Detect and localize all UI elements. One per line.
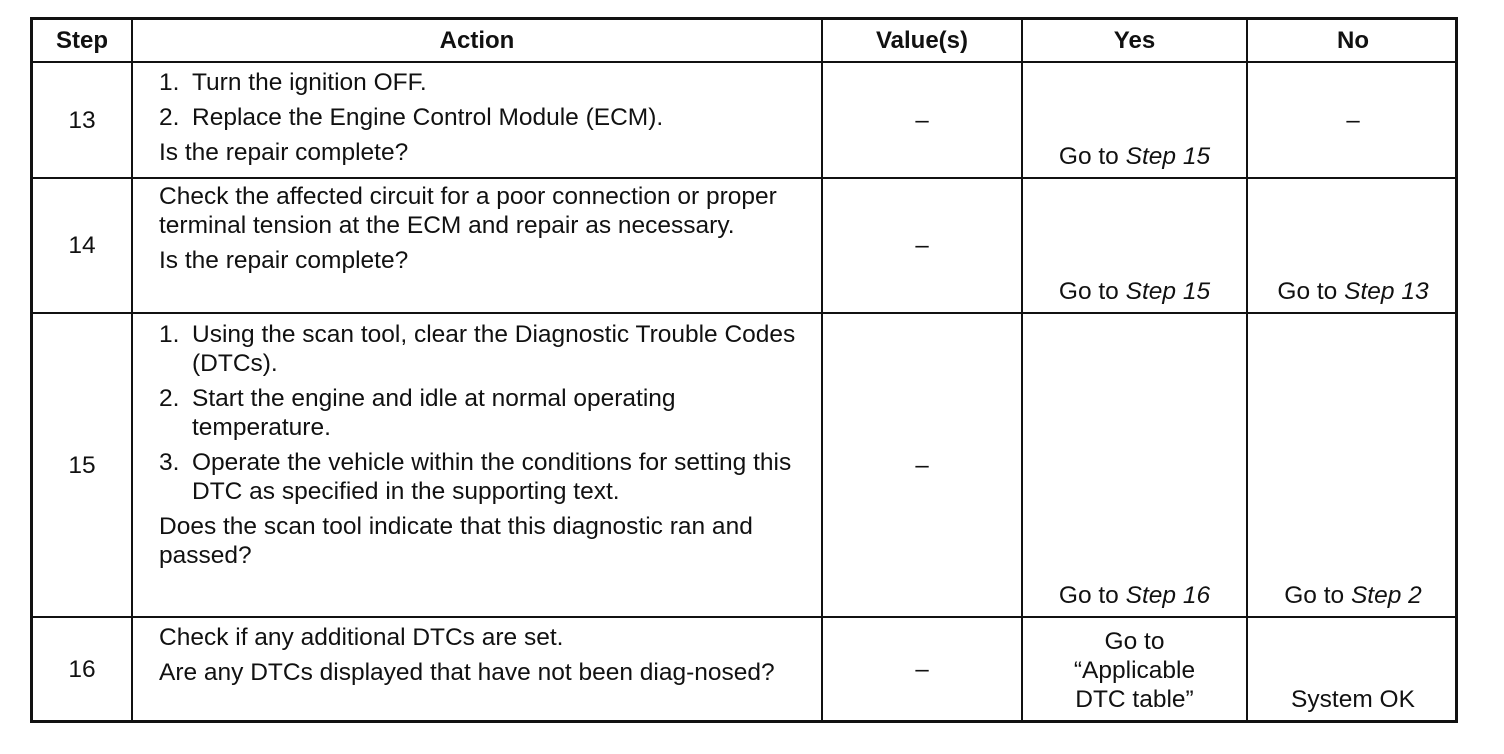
- diagnostic-table: [30, 17, 1458, 723]
- value-dash: –: [915, 655, 929, 683]
- table-row-step-16: [33, 618, 1455, 720]
- item-number: 3.: [159, 449, 180, 476]
- table-row-step-13: [33, 63, 1455, 179]
- action-question: Is the repair complete?: [159, 139, 409, 166]
- action-cell: [133, 63, 823, 177]
- yes-goto: [1059, 581, 1210, 610]
- step-reference: Step 15: [1125, 143, 1211, 170]
- yes-goto-applicable-dtc-table: Go to “Applicable DTC table”: [1073, 628, 1196, 713]
- goto-prefix: Go to: [1277, 278, 1345, 305]
- no-goto: [1277, 277, 1428, 306]
- value-dash: –: [915, 232, 929, 259]
- yes-goto: [1059, 142, 1210, 171]
- yes-cell: [1023, 314, 1248, 616]
- action-item: [159, 103, 807, 132]
- step-number: 16: [33, 618, 133, 720]
- yes-cell: [1023, 179, 1248, 312]
- action-paragraph: Check if any additional DTCs are set.: [159, 624, 564, 651]
- action-paragraph: Check the affected circuit for a poor connection or proper terminal tension at the ECM and repair as necessary.: [159, 183, 777, 239]
- action-question: Does the scan tool indicate that this diagnostic ran and passed?: [159, 513, 753, 569]
- no-dash: –: [1346, 106, 1360, 134]
- action-cell: [133, 314, 823, 616]
- header-step: Step: [33, 20, 133, 61]
- item-text: Using the scan tool, clear the Diagnostic Trouble Codes (DTCs).: [192, 321, 796, 377]
- table-header-row: [33, 20, 1455, 63]
- step-reference: Step 15: [1125, 278, 1211, 305]
- action-question: Is the repair complete?: [159, 247, 409, 274]
- value-cell: [823, 179, 1023, 312]
- step-number: 15: [33, 314, 133, 616]
- no-cell: [1248, 314, 1458, 616]
- action-cell: [133, 179, 823, 312]
- value-cell: [823, 618, 1023, 720]
- value-dash: –: [915, 451, 929, 479]
- action-item: [159, 384, 807, 442]
- action-item: [159, 448, 807, 506]
- item-text: Replace the Engine Control Module (ECM).: [192, 104, 664, 131]
- yes-cell: [1023, 63, 1248, 177]
- action-question: Are any DTCs displayed that have not been diag-nosed?: [159, 659, 775, 686]
- step-number: 13: [33, 63, 133, 177]
- no-cell: [1248, 618, 1458, 720]
- step-number: 14: [33, 179, 133, 312]
- step-reference: Step 16: [1125, 582, 1211, 609]
- yes-cell: [1023, 618, 1248, 720]
- table-row-step-15: [33, 314, 1455, 618]
- no-cell: [1248, 179, 1458, 312]
- step-reference: Step 13: [1344, 278, 1429, 305]
- value-dash: –: [915, 106, 929, 134]
- value-cell: [823, 314, 1023, 616]
- item-text: Turn the ignition OFF.: [192, 69, 427, 96]
- no-system-ok: System OK: [1291, 686, 1415, 713]
- no-goto: [1284, 581, 1422, 610]
- action-cell: [133, 618, 823, 720]
- goto-prefix: Go to: [1058, 582, 1126, 609]
- value-cell: [823, 63, 1023, 177]
- goto-prefix: Go to: [1058, 143, 1126, 170]
- item-text: Operate the vehicle within the conditions for setting this DTC as specified in the supporting text.: [192, 449, 792, 505]
- no-cell: [1248, 63, 1458, 177]
- item-text: Start the engine and idle at normal operating temperature.: [192, 385, 676, 441]
- table-row-step-14: [33, 179, 1455, 314]
- header-yes: Yes: [1023, 20, 1248, 61]
- header-no: No: [1337, 27, 1369, 54]
- step-reference: Step 2: [1350, 582, 1422, 609]
- goto-prefix: Go to: [1284, 582, 1351, 609]
- item-number: 2.: [159, 104, 180, 131]
- goto-prefix: Go to: [1058, 278, 1126, 305]
- item-number: 1.: [159, 69, 180, 96]
- item-number: 2.: [159, 385, 180, 412]
- action-item: [159, 320, 807, 378]
- action-item: [159, 68, 807, 97]
- yes-goto: [1059, 277, 1210, 306]
- header-action: Action: [133, 20, 823, 61]
- item-number: 1.: [159, 321, 180, 348]
- header-values: Value(s): [823, 20, 1023, 61]
